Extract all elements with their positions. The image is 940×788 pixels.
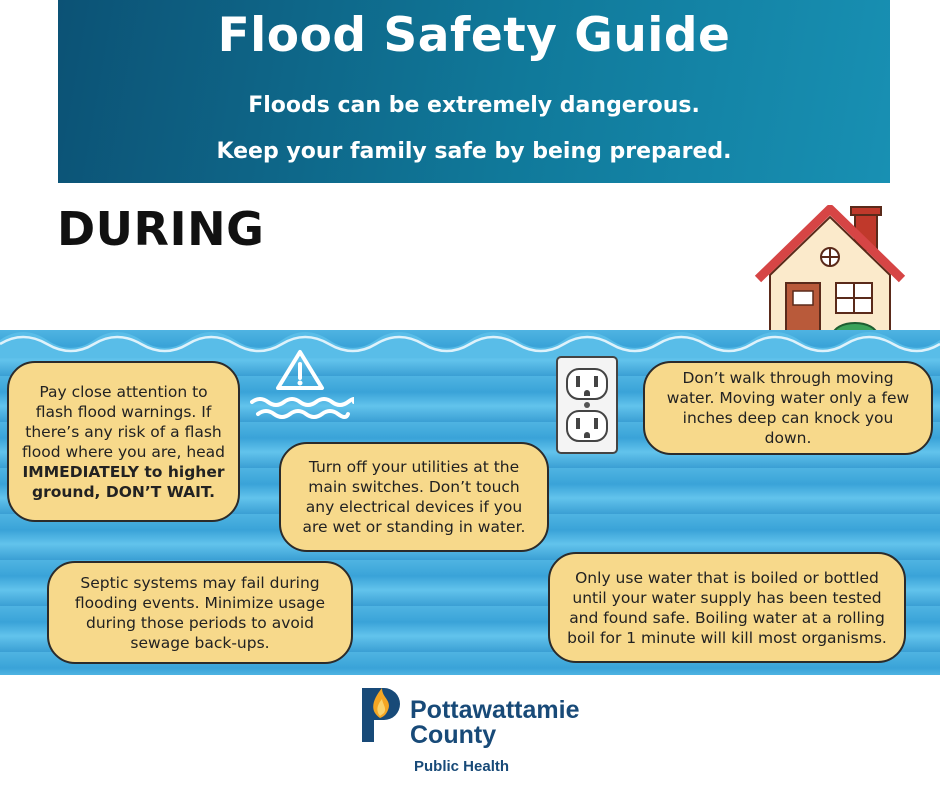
logo-name-line-2: County <box>410 721 497 749</box>
tip-utilities <box>279 442 549 552</box>
tip-flash-flood <box>7 361 240 522</box>
flame-logo-icon <box>358 684 402 746</box>
page-title: Flood Safety Guide <box>217 8 731 63</box>
county-logo <box>358 684 648 780</box>
logo-subtitle: Public Health <box>414 758 510 775</box>
tip-moving-water-text: Don’t walk through moving water. Moving water only a few inches deep can knock you down. <box>666 369 910 447</box>
tip-septic-text: Septic systems may fail during flooding events. Minimize usage during those periods to avoid sewage back-ups. <box>74 573 326 652</box>
tip-flash-flood-text: Pay close attention to flash flood warnings. If there’s any risk of a flash flood where you are, head <box>21 382 226 461</box>
tip-moving-water <box>643 361 933 455</box>
header-banner <box>58 0 890 183</box>
section-title: DURING <box>57 202 265 256</box>
tip-utilities-text: Turn off your utilities at the main switches. Don’t touch any electrical devices if you are wet or standing in water. <box>302 458 526 536</box>
wave-crest <box>0 318 940 358</box>
logo-name <box>410 698 579 748</box>
logo-name-line-1: Pottawattamie <box>410 696 580 724</box>
tip-flash-flood-emphasis: IMMEDIATELY to higher ground, DON’T WAIT. <box>22 462 225 501</box>
electrical-outlet-icon <box>555 355 619 455</box>
tip-drinking-water <box>548 552 906 663</box>
tip-drinking-water-text: Only use water that is boiled or bottled until your water supply has been tested and found safe. Boiling water at a rolling boil for 1 minute will kill most organisms. <box>567 568 887 647</box>
warning-flood-icon <box>250 348 354 422</box>
header-line-2: Keep your family safe by being prepared. <box>216 139 732 164</box>
tip-septic <box>47 561 353 664</box>
header-line-1: Floods can be extremely dangerous. <box>248 93 700 118</box>
